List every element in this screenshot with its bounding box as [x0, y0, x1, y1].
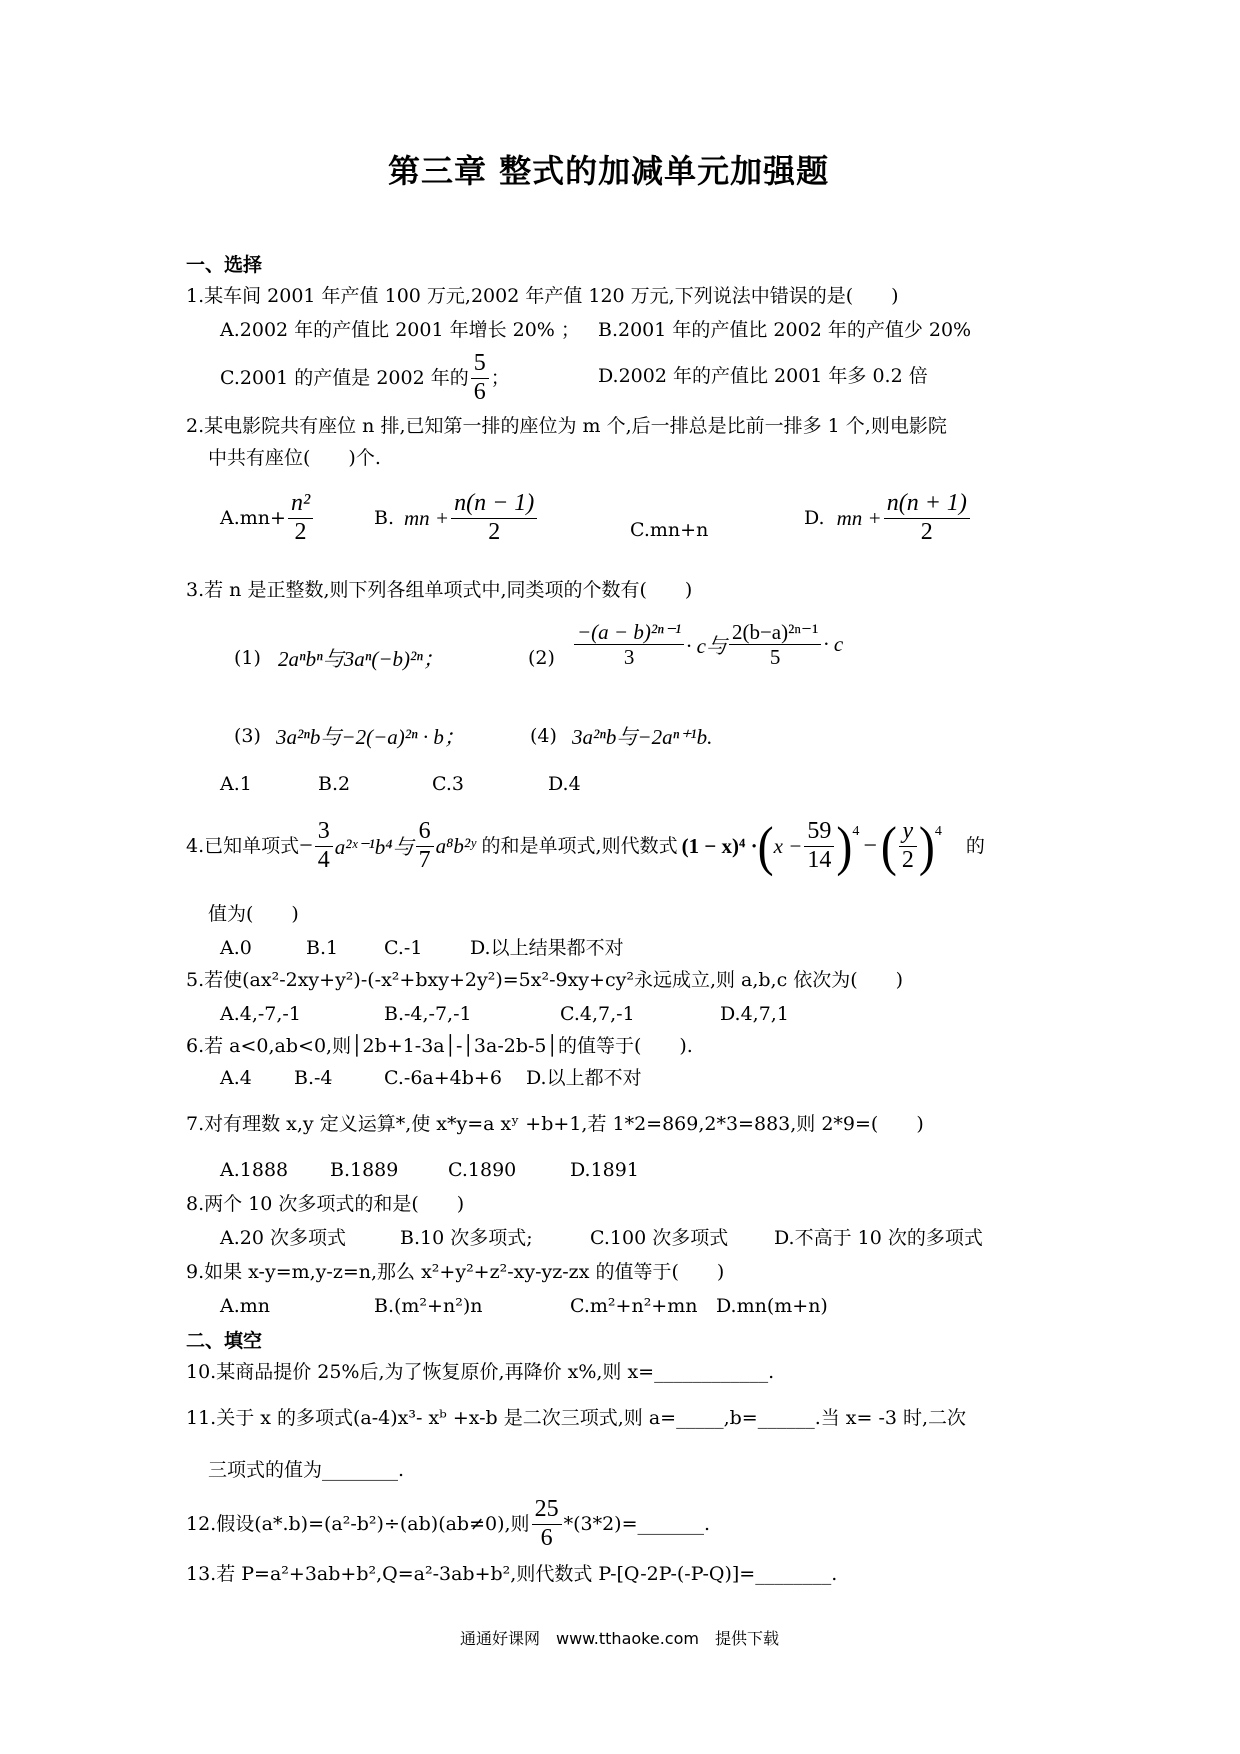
question-9-option-c: C.m²+n²+mn	[570, 1295, 698, 1317]
question-9-option-a: A.mn	[220, 1295, 271, 1317]
question-6-option-b: B.-4	[294, 1067, 333, 1089]
question-3-item-2	[572, 620, 843, 669]
fraction-numerator: n(n − 1)	[451, 490, 537, 519]
fraction-denominator: 2	[920, 518, 933, 545]
question-3-option-b: B.2	[318, 773, 351, 795]
fraction-denominator: 14	[807, 846, 832, 873]
fraction-5-6	[471, 350, 489, 406]
fraction	[899, 818, 917, 874]
question-3-item-4-label: (4)	[530, 725, 557, 747]
expression: · c与	[686, 633, 727, 658]
question-11-line2: 三项式的值为________.	[208, 1459, 405, 1481]
question-3-option-c: C.3	[432, 773, 464, 795]
fraction-numerator: 59	[804, 818, 834, 847]
question-8-option-c: C.100 次多项式	[590, 1227, 729, 1249]
question-6-option-c: C.-6a+4b+6	[384, 1067, 502, 1089]
question-8-option-a: A.20 次多项式	[220, 1227, 346, 1249]
stem-text: *(3*2)=_______.	[563, 1513, 711, 1536]
fraction-denominator: 6	[473, 378, 486, 405]
question-3-option-a: A.1	[220, 773, 252, 795]
right-paren: )	[918, 815, 935, 877]
right-paren: )	[836, 815, 853, 877]
question-3-item-1: 2aⁿbⁿ与3aⁿ(−b)²ⁿ；	[278, 647, 444, 671]
question-8-stem: 8.两个 10 次多项式的和是( )	[186, 1193, 465, 1215]
fraction-numerator: 5	[471, 350, 489, 379]
exponent: 4	[852, 824, 860, 839]
expression: x −	[773, 833, 803, 858]
question-3-item-2-label: (2)	[528, 647, 555, 669]
stem-text: 4.已知单项式	[186, 835, 300, 858]
left-paren: (	[880, 815, 897, 877]
left-paren: (	[757, 815, 774, 877]
fraction-numerator: n²	[288, 490, 313, 519]
exponent: 4	[934, 824, 942, 839]
question-4-option-a: A.0	[220, 937, 252, 959]
option-label: D.	[804, 507, 825, 530]
fraction	[729, 620, 821, 669]
question-4-option-b: B.1	[306, 937, 339, 959]
question-1-option-d: D.2002 年的产值比 2001 年多 0.2 倍	[598, 365, 928, 387]
question-5-option-a: A.4,-7,-1	[220, 1003, 301, 1025]
expression: mn +	[404, 506, 450, 531]
question-5-option-c: C.4,7,-1	[560, 1003, 635, 1025]
fraction-numerator: n(n + 1)	[884, 490, 970, 519]
question-8-option-b: B.10 次多项式;	[400, 1227, 533, 1249]
fraction-denominator: 4	[317, 846, 330, 873]
question-7-option-b: B.1889	[330, 1159, 399, 1181]
question-2-option-a	[220, 490, 315, 546]
question-2-stem-line2: 中共有座位( )个.	[208, 447, 381, 469]
question-12	[186, 1496, 710, 1552]
question-1-stem: 1.某车间 2001 年产值 100 万元,2002 年产值 120 万元,下列说法中错误的是( )	[186, 285, 899, 307]
expression: (1 − x)⁴ ·	[681, 833, 758, 858]
question-3-item-4: 3a²ⁿb与−2aⁿ⁺¹b.	[572, 725, 713, 749]
fraction	[884, 490, 970, 546]
section-heading-fill-in: 二、填空	[186, 1330, 263, 1352]
section-heading-choice: 一、选择	[186, 254, 263, 276]
question-4-option-d: D.以上结果都不对	[470, 937, 624, 959]
question-3-item-1-label: (1)	[234, 647, 261, 669]
question-9-option-d: D.mn(m+n)	[716, 1295, 828, 1317]
question-9-option-b: B.(m²+n²)n	[374, 1295, 483, 1317]
fraction-numerator: 6	[416, 818, 434, 847]
fraction	[574, 620, 684, 669]
question-7-option-d: D.1891	[570, 1159, 639, 1181]
fraction-denominator: 2	[901, 846, 914, 873]
question-3-item-3: 3a²ⁿb与−2(−a)²ⁿ · b；	[276, 725, 465, 749]
question-3-item-3-label: (3)	[234, 725, 261, 747]
fraction-numerator: 25	[532, 1496, 562, 1525]
fraction	[416, 818, 434, 874]
minus-sign: −	[299, 832, 313, 859]
expression: mn +	[836, 506, 882, 531]
stem-text: 12.假设(a*.b)=(a²-b²)÷(ab)(ab≠0),则	[186, 1513, 530, 1536]
page-title: 第三章 整式的加减单元加强题	[388, 152, 830, 190]
fraction-denominator: 7	[418, 846, 431, 873]
question-5-stem: 5.若使(ax²-2xy+y²)-(-x²+bxy+2y²)=5x²-9xy+cy²永远成立,则 a,b,c 依次为( )	[186, 969, 904, 991]
fraction-denominator: 5	[769, 645, 781, 670]
fraction-denominator: 3	[623, 645, 635, 670]
question-1-option-c	[220, 350, 510, 406]
fraction-numerator: 3	[315, 818, 333, 847]
term: a²ˣ⁻¹b⁴与	[334, 835, 414, 860]
fraction	[288, 490, 313, 546]
stem-text: 的	[965, 835, 985, 858]
question-1-option-a: A.2002 年的产值比 2001 年增长 20% ；	[220, 319, 580, 341]
option-label: B.	[374, 507, 395, 530]
fraction	[804, 818, 834, 874]
question-4-option-c: C.-1	[384, 937, 423, 959]
term: a⁸b²ʸ	[435, 833, 476, 858]
minus-sign: −	[863, 832, 877, 859]
fraction-denominator: 2	[488, 518, 501, 545]
question-13: 13.若 P=a²+3ab+b²,Q=a²-3ab+b²,则代数式 P-[Q-2P-(-P-Q)]=________.	[186, 1563, 838, 1585]
question-9-stem: 9.如果 x-y=m,y-z=n,那么 x²+y²+z²-xy-yz-zx 的值等于( )	[186, 1261, 725, 1283]
question-6-option-d: D.以上都不对	[526, 1067, 642, 1089]
fraction-denominator: 2	[294, 518, 307, 545]
fraction-denominator: 6	[540, 1524, 553, 1551]
question-3-stem: 3.若 n 是正整数,则下列各组单项式中,同类项的个数有( )	[186, 579, 693, 601]
fraction	[315, 818, 333, 874]
fraction-numerator: 2(b−a)²ⁿ⁻¹	[729, 620, 821, 645]
question-6-option-a: A.4	[220, 1067, 252, 1089]
question-2-option-b	[374, 490, 539, 546]
fraction	[451, 490, 537, 546]
option-c-tail: ；	[490, 367, 510, 390]
fraction-numerator: −(a − b)²ⁿ⁻¹	[574, 620, 684, 645]
stem-text: 的和是单项式,则代数式	[481, 835, 678, 858]
question-7-stem: 7.对有理数 x,y 定义运算*,使 x*y=a xʸ +b+1,若 1*2=869,2*3=883,则 2*9=( )	[186, 1113, 924, 1135]
fraction-25-6	[532, 1496, 562, 1552]
question-4-stem-line2: 值为( )	[208, 903, 299, 925]
question-7-option-a: A.1888	[220, 1159, 289, 1181]
question-8-option-d: D.不高于 10 次的多项式	[774, 1227, 983, 1249]
question-6-stem: 6.若 a<0,ab<0,则│2b+1-3a│-│3a-2b-5│的值等于( ).	[186, 1035, 693, 1057]
question-7-option-c: C.1890	[448, 1159, 517, 1181]
question-5-option-d: D.4,7,1	[720, 1003, 789, 1025]
expression: · c	[823, 632, 844, 657]
question-2-option-d	[804, 490, 972, 546]
question-11-line1: 11.关于 x 的多项式(a-4)x³- xᵇ +x-b 是二次三项式,则 a=_____,b=______.当 x= -3 时,二次	[186, 1407, 967, 1429]
question-1-option-b: B.2001 年的产值比 2002 年的产值少 20%	[598, 319, 972, 341]
question-5-option-b: B.-4,-7,-1	[384, 1003, 472, 1025]
question-4-stem	[186, 815, 985, 877]
question-3-option-d: D.4	[548, 773, 581, 795]
option-c-text: C.2001 的产值是 2002 年的	[220, 367, 469, 390]
question-10: 10.某商品提价 25%后,为了恢复原价,再降价 x%,则 x=____________.	[186, 1361, 775, 1383]
question-2-stem-line1: 2.某电影院共有座位 n 排,已知第一排的座位为 m 个,后一排总是比前一排多 1 个,则电影院	[186, 415, 947, 437]
question-2-option-c: C.mn+n	[630, 519, 709, 541]
fraction-numerator: y	[899, 818, 917, 847]
option-label: A.mn+	[220, 507, 286, 530]
page-footer: 通通好课网 www.tthaoke.com 提供下载	[460, 1629, 779, 1648]
